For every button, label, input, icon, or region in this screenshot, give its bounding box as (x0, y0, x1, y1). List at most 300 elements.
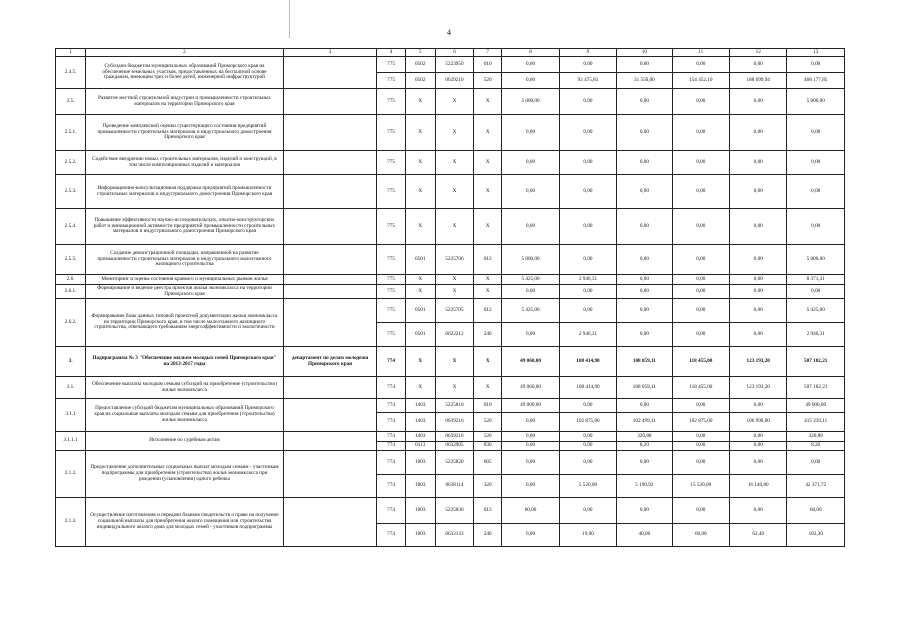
row-description: Исполнение по судебным актам (86, 432, 284, 451)
table-cell: 0,00 (559, 245, 616, 275)
row-code: 2.5.4. (56, 209, 86, 245)
table-cell: 0,00 (617, 451, 672, 475)
page-number: 4 (447, 28, 451, 37)
table-cell: 8 371,31 (787, 275, 845, 285)
table-cell: 106 990,00 (730, 413, 787, 432)
table-cell: 0,00 (559, 285, 616, 299)
table-cell: X (405, 175, 435, 209)
table-cell: 774 (377, 347, 405, 377)
table-row (56, 347, 845, 377)
table-cell: 60,00 (502, 498, 559, 524)
table-cell: X (435, 175, 473, 209)
row-code: 2.6.2. (56, 299, 86, 347)
table-cell: 118 455,00 (672, 377, 729, 399)
row-code: 3.1.1 (56, 399, 86, 432)
table-cell: X (435, 209, 473, 245)
table-cell: 19,90 (559, 524, 616, 547)
table-cell: 2 946,31 (559, 323, 616, 347)
table-cell: X (405, 115, 435, 151)
table-row (56, 377, 845, 399)
table-cell: 0,00 (617, 299, 672, 323)
row-code: 3. (56, 347, 86, 377)
row-description: Субсидии бюджетам муниципальных образований Приморского края на обеспечение земельных участков, предоставленных на бесплатной основе гражданам, имеющим трех и более детей, инженерной инфраструктурой (86, 57, 284, 89)
table-cell: 0,00 (787, 451, 845, 475)
column-header: 6 (435, 49, 473, 57)
row-description: Осуществление изготовления и передачи бланков свидетельств о праве на получение социальной выплаты для приобретения жилого помещения или строительства индивидуального жилого дома для молодых семей - участников подпрограммы (86, 498, 284, 547)
table-cell: 8,20 (617, 442, 672, 451)
table-cell: 0,00 (502, 175, 559, 209)
table-cell: 240 (474, 524, 502, 547)
table-cell: 0,00 (502, 442, 559, 451)
table-cell: 49 060,00 (502, 377, 559, 399)
table-cell: 0632133 (435, 524, 473, 547)
table-cell: 775 (377, 57, 405, 73)
table-cell: 0,00 (559, 115, 616, 151)
row-responsible: департамент по делам молодежи Приморского края (283, 347, 377, 377)
column-header: 8 (502, 49, 559, 57)
table-cell: 60,00 (672, 524, 729, 547)
table-cell: 012 (474, 245, 502, 275)
table-cell: 0,00 (730, 275, 787, 285)
column-header: 2 (86, 49, 284, 57)
table-cell: 0,00 (672, 175, 729, 209)
table-cell: 0,00 (502, 115, 559, 151)
column-header: 10 (617, 49, 672, 57)
table-row (56, 151, 845, 175)
table-row (56, 299, 845, 323)
table-cell: 0,00 (559, 451, 616, 475)
table-cell: 42 371,72 (787, 475, 845, 498)
table-cell: 5225706 (435, 245, 473, 275)
table-cell: 0,00 (559, 498, 616, 524)
table-cell: 0,00 (559, 209, 616, 245)
table-cell: 5225820 (435, 451, 473, 475)
table-cell: 775 (377, 299, 405, 323)
table-cell: 415 239,11 (787, 413, 845, 432)
table-cell: 0,00 (559, 57, 616, 73)
table-cell: 0,00 (787, 115, 845, 151)
table-cell: 15 520,00 (672, 475, 729, 498)
budget-table (55, 48, 845, 547)
table-cell: 774 (377, 432, 405, 442)
table-cell: 102 875,00 (559, 413, 616, 432)
table-cell: 775 (377, 115, 405, 151)
table-cell: 775 (377, 209, 405, 245)
table-cell: 102 499,11 (617, 413, 672, 432)
table-cell: 0,00 (787, 209, 845, 245)
table-cell: 0,00 (730, 115, 787, 151)
row-responsible (283, 498, 377, 547)
row-responsible (283, 209, 377, 245)
table-cell: 123 193,20 (730, 347, 787, 377)
table-cell: 0,00 (502, 209, 559, 245)
table-cell: 0,00 (617, 399, 672, 413)
table-cell: 0,00 (672, 89, 729, 115)
table-cell: 0,00 (617, 209, 672, 245)
table-cell: 520 (474, 432, 502, 442)
table-cell: 0632905 (435, 442, 473, 451)
table-cell: 8,20 (787, 442, 845, 451)
table-cell: 0,00 (730, 442, 787, 451)
table-cell: 0501 (405, 245, 435, 275)
table-cell: 0,00 (730, 151, 787, 175)
table-cell: 0501 (405, 299, 435, 323)
table-cell: 49 000,00 (502, 399, 559, 413)
column-header: 9 (559, 49, 616, 57)
table-cell: 5225705 (435, 299, 473, 323)
table-cell: 0622212 (435, 323, 473, 347)
table-cell: 774 (377, 451, 405, 475)
table-cell: 188 699,94 (730, 73, 787, 89)
table-cell: 0,00 (502, 285, 559, 299)
table-cell: 775 (377, 245, 405, 275)
table-cell: 0,00 (787, 151, 845, 175)
row-code: 3.1.3. (56, 498, 86, 547)
table-cell: 1403 (405, 432, 435, 442)
table-cell: X (405, 347, 435, 377)
table-row (56, 89, 845, 115)
header-row (56, 49, 845, 57)
table-cell: 62,40 (730, 524, 787, 547)
table-cell: X (474, 89, 502, 115)
table-cell: 0,00 (502, 413, 559, 432)
row-code: 2.6.1. (56, 285, 86, 299)
table-cell: 0,00 (502, 475, 559, 498)
table-cell: 108 414,90 (559, 377, 616, 399)
table-row (56, 498, 845, 524)
table-cell: 775 (377, 151, 405, 175)
table-cell: 0,00 (559, 151, 616, 175)
table-cell: X (474, 285, 502, 299)
table-cell: 0,00 (559, 299, 616, 323)
table-cell: 010 (474, 57, 502, 73)
row-code: 2.5.1. (56, 115, 86, 151)
table-cell: 40,00 (617, 524, 672, 547)
row-code: 2.5.2. (56, 151, 86, 175)
table-cell: 0501 (405, 323, 435, 347)
table-cell: 0639216 (435, 432, 473, 442)
table-cell: 775 (377, 285, 405, 299)
row-description: Создание демонстрационной площадки, направленной на развитие промышленности строительных материалов и индустриального малоэтажного жилищного строительства (86, 245, 284, 275)
row-description: Развитие местной строительной индустрии и промышленности строительных материалов на территории Приморского края (86, 89, 284, 115)
column-header: 7 (474, 49, 502, 57)
table-cell: X (474, 175, 502, 209)
table-row (56, 209, 845, 245)
table-cell: 240 (474, 323, 502, 347)
table-cell: 5223950 (435, 57, 473, 73)
table-cell: X (474, 377, 502, 399)
table-cell: 0,00 (672, 399, 729, 413)
table-cell: 5 190,92 (617, 475, 672, 498)
column-header: 11 (672, 49, 729, 57)
table-cell: X (405, 275, 435, 285)
table-cell: 010 (474, 399, 502, 413)
table-cell: 0,00 (617, 57, 672, 73)
table-cell: 0,00 (672, 442, 729, 451)
table-cell: 0,00 (617, 498, 672, 524)
table-cell: 0,00 (730, 175, 787, 209)
table-cell: 0,00 (617, 175, 672, 209)
row-responsible (283, 175, 377, 209)
table-cell: 108 414,90 (559, 347, 616, 377)
table-cell: 2 946,31 (559, 275, 616, 285)
row-responsible (283, 432, 377, 451)
table-cell: 5 520,00 (559, 475, 616, 498)
margin-line (289, 0, 290, 38)
table-cell: 0,00 (730, 57, 787, 73)
row-responsible (283, 299, 377, 347)
table-cell: 1003 (405, 475, 435, 498)
table-cell: 0,00 (730, 89, 787, 115)
table-row (56, 285, 845, 299)
table-cell: 0,00 (787, 57, 845, 73)
table-cell: X (435, 89, 473, 115)
table-cell: X (474, 151, 502, 175)
table-cell: 468 177,85 (787, 73, 845, 89)
table-row (56, 432, 845, 442)
table-cell: 013 (474, 498, 502, 524)
table-cell: 1003 (405, 524, 435, 547)
table-cell: 775 (377, 175, 405, 209)
table-cell: X (405, 285, 435, 299)
table-cell: 0502 (405, 57, 435, 73)
table-cell: 0,00 (559, 442, 616, 451)
table-cell: 0,00 (672, 451, 729, 475)
table-cell: 0,00 (502, 524, 559, 547)
table-cell: 830 (474, 442, 502, 451)
table-cell: 0,00 (787, 285, 845, 299)
table-cell: 0,00 (502, 451, 559, 475)
row-description: Формирование и ведение реестра проектов жилья экономкласса на территории Приморского края (86, 285, 284, 299)
column-header: 5 (405, 49, 435, 57)
table-cell: 0,00 (672, 209, 729, 245)
table-cell: 5 000,00 (502, 89, 559, 115)
table-cell: 0,00 (730, 399, 787, 413)
table-cell: 0,00 (672, 299, 729, 323)
row-description: Информационно-консультационная поддержка предприятий промышленности строительных материалов и индустриального домостроения Приморского края (86, 175, 284, 209)
table-cell: 0,00 (672, 275, 729, 285)
row-code: 3.1.1.1 (56, 432, 86, 451)
table-cell: 60,00 (787, 498, 845, 524)
row-description: Обеспечение выплаты молодым семьям субсидий на приобретение (строительство) жилья экономкласса (86, 377, 284, 399)
table-cell: 5 425,00 (787, 299, 845, 323)
table-cell: 320,88 (787, 432, 845, 442)
table-cell: 0,00 (617, 151, 672, 175)
table-cell: 0,00 (730, 451, 787, 475)
table-cell: X (405, 89, 435, 115)
column-header: 3 (283, 49, 377, 57)
table-cell: 0502 (405, 73, 435, 89)
table-cell: 5 425,00 (502, 299, 559, 323)
table-row (56, 175, 845, 209)
row-description: Предоставление дополнительных социальных выплат молодым семьям - участникам подпрограммы для приобретения (строительства) жилья экономкласса при рождении (усыновлении) одного ребенка (86, 451, 284, 498)
table-cell: 774 (377, 377, 405, 399)
table-cell: 0,00 (730, 299, 787, 323)
row-code: 2.4.5. (56, 57, 86, 89)
row-code: 2.5. (56, 89, 86, 115)
table-cell: 775 (377, 89, 405, 115)
row-code: 2.5.3. (56, 175, 86, 209)
row-code: 2.6. (56, 275, 86, 285)
table-cell: 123 193,20 (730, 377, 787, 399)
table-cell: 182,30 (787, 524, 845, 547)
table-cell: 507 182,21 (787, 347, 845, 377)
table-cell: 0,00 (672, 323, 729, 347)
table-cell: 0,00 (730, 209, 787, 245)
column-header: 13 (787, 49, 845, 57)
table-row (56, 115, 845, 151)
table-cell: 012 (474, 299, 502, 323)
table-cell: X (474, 347, 502, 377)
table-cell: 49 000,00 (787, 399, 845, 413)
table-cell: 0,00 (672, 151, 729, 175)
table-cell: 93 475,81 (559, 73, 616, 89)
table-cell: 775 (377, 323, 405, 347)
table-cell: 774 (377, 475, 405, 498)
table-cell: 154 452,10 (672, 73, 729, 89)
table-cell: 520 (474, 413, 502, 432)
table-cell: 16 140,80 (730, 475, 787, 498)
row-description: Предоставление субсидий бюджетам муниципальных образований Приморского края на социальные выплаты молодым семьям для приобретения (строительства) жилья экономкласса (86, 399, 284, 432)
table-cell: X (435, 275, 473, 285)
row-responsible (283, 151, 377, 175)
table-cell: 0,00 (672, 285, 729, 299)
table-cell: 0,00 (559, 175, 616, 209)
table-row (56, 275, 845, 285)
table-cell: 775 (377, 275, 405, 285)
table-cell: 520 (474, 73, 502, 89)
table-cell: 0,00 (559, 89, 616, 115)
table-cell: 0,00 (672, 432, 729, 442)
table-cell: 1403 (405, 413, 435, 432)
table-cell: 0,00 (730, 245, 787, 275)
table-cell: X (435, 377, 473, 399)
table-cell: X (405, 377, 435, 399)
row-responsible (283, 451, 377, 498)
table-cell: 774 (377, 524, 405, 547)
row-responsible (283, 115, 377, 151)
table-cell: 0,00 (672, 115, 729, 151)
table-cell: 5 000,00 (787, 245, 845, 275)
row-code: 2.5.5. (56, 245, 86, 275)
table-cell: 0,00 (672, 245, 729, 275)
table-cell: 0,00 (502, 151, 559, 175)
table-cell: 0,00 (672, 57, 729, 73)
column-header: 4 (377, 49, 405, 57)
table-cell: 0,00 (502, 323, 559, 347)
table-cell: 0,00 (672, 498, 729, 524)
table-cell: 108 059,11 (617, 377, 672, 399)
table-cell: 0,00 (730, 432, 787, 442)
table-cell: 5 000,00 (787, 89, 845, 115)
table-cell: 118 455,00 (672, 347, 729, 377)
table-cell: 774 (377, 498, 405, 524)
table-body (56, 57, 845, 547)
table-cell: 0,00 (502, 57, 559, 73)
table-cell: 5225810 (435, 399, 473, 413)
table-cell: 774 (377, 399, 405, 413)
table-cell: 775 (377, 73, 405, 89)
table-cell: 0639216 (435, 413, 473, 432)
table-cell: 102 875,00 (672, 413, 729, 432)
table-row (56, 451, 845, 475)
table-cell: 1403 (405, 399, 435, 413)
table-cell: X (474, 209, 502, 245)
table-cell: X (435, 115, 473, 151)
row-description: Подпрограмма № 3 "Обеспечение жильем молодых семей Приморского края" на 2013-2017 годы (86, 347, 284, 377)
table-cell: X (435, 285, 473, 299)
row-responsible (283, 285, 377, 299)
row-description: Содействие внедрению новых строительных материалов, изделий и конструкций, в том числе композиционных изделий и материалов (86, 151, 284, 175)
table-cell: 320 (474, 475, 502, 498)
table-cell: 774 (377, 442, 405, 451)
table-cell: 0,00 (617, 285, 672, 299)
table-cell: 0,00 (730, 498, 787, 524)
table-cell: 49 060,00 (502, 347, 559, 377)
table-cell: 5 425,00 (502, 275, 559, 285)
table-cell: 0,00 (617, 115, 672, 151)
table-cell: 0629210 (435, 73, 473, 89)
row-code: 3.1.2. (56, 451, 86, 498)
table-row (56, 245, 845, 275)
table-cell: 0,00 (787, 175, 845, 209)
table-row (56, 399, 845, 413)
table-cell: 0,00 (617, 323, 672, 347)
row-description: Проведение комплексной оценки существующего состояния предприятий промышленности строительных материалов и индустриального домостроения Приморского края (86, 115, 284, 151)
table-cell: 320,88 (617, 432, 672, 442)
table-cell: 0,00 (502, 73, 559, 89)
table-cell: 0,00 (730, 285, 787, 299)
row-responsible (283, 89, 377, 115)
table-cell: X (405, 209, 435, 245)
column-header: 1 (56, 49, 86, 57)
row-responsible (283, 245, 377, 275)
table-cell: 0,00 (617, 245, 672, 275)
table-cell: 005 (474, 451, 502, 475)
table-cell: 0,00 (617, 275, 672, 285)
table-cell: 774 (377, 413, 405, 432)
table-cell: X (474, 275, 502, 285)
table-cell: 0,00 (502, 432, 559, 442)
row-description: Мониторинг и оценка состояния краевого и муниципальных рынков жилья (86, 275, 284, 285)
table-cell: 31 550,00 (617, 73, 672, 89)
table-cell: 2 946,31 (787, 323, 845, 347)
table-cell: 5 000,00 (502, 245, 559, 275)
table-cell: 0,00 (559, 399, 616, 413)
table-cell: X (405, 151, 435, 175)
table-row (56, 57, 845, 73)
row-code: 3.1. (56, 377, 86, 399)
table-cell: 0113 (405, 442, 435, 451)
row-description: Повышение эффективности научно-исследовательских, опытно-конструкторских работ и инновационной активности предприятий промышленности строительных материалов и индустриального домостроения Приморского края (86, 209, 284, 245)
table-cell: 0,00 (617, 89, 672, 115)
row-responsible (283, 275, 377, 285)
row-responsible (283, 399, 377, 432)
table-cell: X (435, 151, 473, 175)
table-cell: 0638114 (435, 475, 473, 498)
table-cell: 108 059,11 (617, 347, 672, 377)
row-description: Формирование базы данных типовой проектной документации жилья экономкласса на территории Приморского края, в том числе малоэтажного жилищного строительства, отвечающего требованиям энергоэффективности и экологичности (86, 299, 284, 347)
table-cell: 0,00 (730, 323, 787, 347)
table-cell: 5225830 (435, 498, 473, 524)
table-cell: 0,00 (559, 432, 616, 442)
table-cell: X (474, 115, 502, 151)
row-responsible (283, 57, 377, 89)
row-responsible (283, 377, 377, 399)
table-cell: 1003 (405, 498, 435, 524)
table-cell: X (435, 347, 473, 377)
table-cell: 507 182,21 (787, 377, 845, 399)
